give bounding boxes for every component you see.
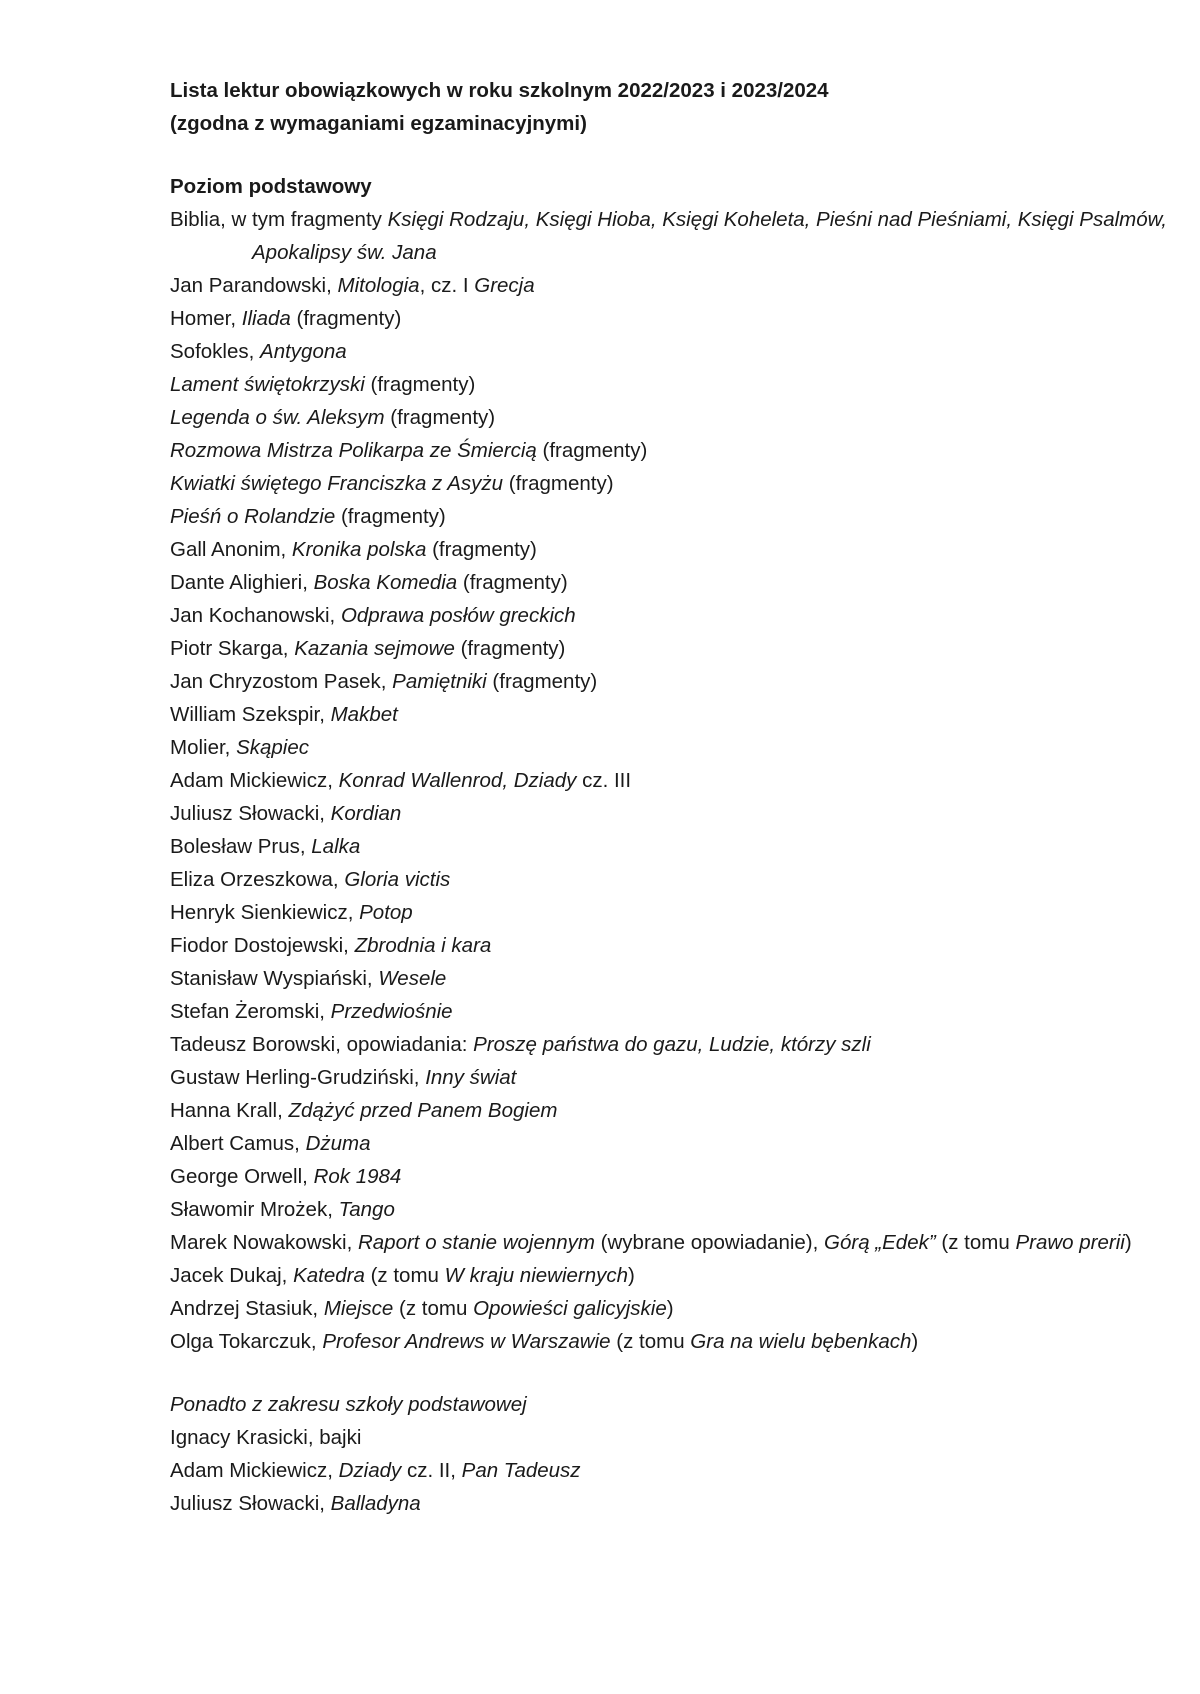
entry-text: Jan Parandowski, — [170, 274, 338, 297]
entry-title-text: Rok 1984 — [313, 1165, 402, 1188]
entry-text: Gustaw Herling-Grudziński, — [170, 1066, 426, 1089]
entry-text: Tadeusz Borowski, opowiadania: — [170, 1033, 474, 1056]
document-content — [170, 74, 1180, 1520]
list-item — [170, 665, 1180, 698]
entry-text: (z tomu — [610, 1330, 691, 1353]
entry-title-text: Iliada — [241, 307, 291, 330]
entry-text: Sławomir Mrożek, — [170, 1198, 339, 1221]
entry-title-text: Legenda o św. Aleksym — [170, 406, 385, 429]
entry-title-text: Dziady — [338, 1459, 402, 1482]
entry-text: Adam Mickiewicz, — [170, 1459, 339, 1482]
list-item — [170, 1127, 1180, 1160]
list-item — [170, 1454, 1180, 1487]
entry-title-text: Przedwiośnie — [330, 1000, 453, 1023]
list-item — [170, 269, 1180, 302]
entry-text: (z tomu — [393, 1297, 474, 1320]
document-title — [170, 74, 1180, 140]
entry-title-text: Rozmowa Mistrza Polikarpa ze Śmiercią — [170, 439, 537, 462]
entry-text: Stefan Żeromski, — [170, 1000, 331, 1023]
list-item — [170, 1028, 1180, 1061]
entry-text: Homer, — [170, 307, 242, 330]
entry-text: ) — [911, 1330, 919, 1353]
list-item — [170, 467, 1180, 500]
entry-text: (fragmenty) — [364, 373, 476, 396]
entry-title-text: Pieśń o Rolandzie — [170, 505, 336, 528]
list-item — [170, 566, 1180, 599]
entry-text: ) — [628, 1264, 635, 1287]
entry-text: Henryk Sienkiewicz, — [170, 901, 360, 924]
entry-title-text: Kwiatki świętego Franciszka z Asyżu — [170, 472, 504, 495]
list-item — [170, 302, 1180, 335]
entry-text: (fragmenty) — [290, 307, 402, 330]
entry-text: Adam Mickiewicz, — [170, 769, 339, 792]
entry-text: (fragmenty) — [454, 637, 566, 660]
entry-text: ) — [666, 1297, 674, 1320]
entry-title-text: Opowieści galicyjskie — [473, 1297, 667, 1320]
entry-title-text: Grecja — [474, 274, 535, 297]
entry-title-text: Gloria victis — [344, 868, 451, 891]
entry-text: Molier, — [170, 736, 237, 759]
entry-text: Marek Nowakowski, — [170, 1231, 358, 1254]
list-item — [170, 1193, 1180, 1226]
list-item — [170, 962, 1180, 995]
entry-text: (fragmenty) — [503, 472, 614, 495]
list-item — [170, 830, 1180, 863]
list-item — [170, 731, 1180, 764]
entry-title-text: Prawo prerii — [1015, 1231, 1125, 1254]
list-item — [170, 434, 1180, 467]
list-item — [170, 1094, 1180, 1127]
entry-title-text: Katedra — [293, 1264, 365, 1287]
entry-title-text: Konrad Wallenrod, Dziady — [338, 769, 577, 792]
list-item — [170, 1421, 1180, 1454]
entry-text: Eliza Orzeszkowa, — [170, 868, 345, 891]
list-item — [170, 1226, 1180, 1259]
entry-text: , cz. I — [419, 274, 475, 297]
entry-text: Hanna Krall, — [170, 1099, 289, 1122]
list-item — [170, 1061, 1180, 1094]
entry-text: Gall Anonim, — [170, 538, 292, 561]
entry-text: (wybrane opowiadanie), — [594, 1231, 825, 1254]
entry-text: Jan Kochanowski, — [170, 604, 341, 627]
entry-title-text: Miejsce — [323, 1297, 394, 1320]
entry-title-text: Kordian — [330, 802, 402, 825]
entry-title-text: Balladyna — [330, 1492, 421, 1515]
entry-text: Fiodor Dostojewski, — [170, 934, 355, 957]
entry-title-text: Wesele — [378, 967, 447, 990]
entry-title-text: Kronika polska — [291, 538, 427, 561]
entry-text: (fragmenty) — [486, 670, 598, 693]
entry-title-text: Proszę państwa do gazu, Ludzie, którzy szli — [473, 1033, 871, 1056]
list-item — [170, 203, 1180, 269]
list-item — [170, 1325, 1180, 1358]
entry-text: Bolesław Prus, — [170, 835, 312, 858]
entry-title-text: Potop — [359, 901, 413, 924]
entry-title-text: Lament świętokrzyski — [170, 373, 365, 396]
entry-title-text: Inny świat — [425, 1066, 517, 1089]
section-primary-school-heading: Ponadto z zakresu szkoły podstawowej — [170, 1393, 527, 1416]
entry-title-text: Zbrodnia i kara — [354, 934, 492, 957]
entry-text: (z tomu — [364, 1264, 445, 1287]
entry-title-text: Zdążyć przed Panem Bogiem — [288, 1099, 558, 1122]
entry-text: (fragmenty) — [384, 406, 496, 429]
entry-text: (fragmenty) — [426, 538, 537, 561]
entry-text: Stanisław Wyspiański, — [170, 967, 379, 990]
entry-text: Albert Camus, — [170, 1132, 306, 1155]
entry-text: (fragmenty) — [457, 571, 568, 594]
entry-text: Olga Tokarczuk, — [170, 1330, 323, 1353]
entry-text: Juliusz Słowacki, — [170, 1492, 331, 1515]
entry-text: Dante Alighieri, — [170, 571, 314, 594]
list-item — [170, 1292, 1180, 1325]
reading-list-primary-school — [170, 1421, 1180, 1520]
list-item — [170, 500, 1180, 533]
entry-text: Ignacy Krasicki, bajki — [170, 1426, 362, 1449]
entry-title-text: Tango — [338, 1198, 395, 1221]
entry-text: ) — [1124, 1231, 1132, 1254]
list-item — [170, 401, 1180, 434]
entry-title-text: Pan Tadeusz — [461, 1459, 581, 1482]
entry-title-text: Makbet — [330, 703, 398, 726]
list-item — [170, 797, 1180, 830]
list-item — [170, 995, 1180, 1028]
section-basic-heading: Poziom podstawowy — [170, 175, 372, 198]
entry-title-text: Górą „Edek” — [824, 1231, 936, 1254]
entry-text: Sofokles, — [170, 340, 261, 363]
list-item — [170, 863, 1180, 896]
list-item — [170, 368, 1180, 401]
entry-text: (z tomu — [935, 1231, 1016, 1254]
list-item — [170, 599, 1180, 632]
entry-title-text: Profesor Andrews w Warszawie — [322, 1330, 611, 1353]
entry-title-text: Pamiętniki — [392, 670, 487, 693]
list-item — [170, 1259, 1180, 1292]
entry-text: cz. III — [576, 769, 632, 792]
entry-title-text: Odprawa posłów greckich — [340, 604, 576, 627]
title-line-1: Lista lektur obowiązkowych w roku szkolnym 2022/2023 i 2023/2024 — [170, 79, 829, 102]
list-item — [170, 764, 1180, 797]
entry-title-text: Dżuma — [305, 1132, 371, 1155]
entry-text: George Orwell, — [170, 1165, 314, 1188]
list-item — [170, 896, 1180, 929]
list-item — [170, 929, 1180, 962]
entry-text: William Szekspir, — [170, 703, 331, 726]
entry-title-text: Antygona — [260, 340, 347, 363]
list-item — [170, 632, 1180, 665]
entry-text: (fragmenty) — [536, 439, 648, 462]
entry-title-text: W kraju niewiernych — [444, 1264, 629, 1287]
entry-title-text: Raport o stanie wojennym — [357, 1231, 595, 1254]
list-item — [170, 335, 1180, 368]
entry-title-text: Księgi Rodzaju, Księgi Hioba, Księgi Koheleta, Pieśni nad Pieśniami, Księgi Psalmów, Apokalipsy św. Jana — [252, 208, 1168, 264]
list-item — [170, 1160, 1180, 1193]
entry-title-text: Skąpiec — [236, 736, 310, 759]
entry-text: Juliusz Słowacki, — [170, 802, 331, 825]
entry-text: Andrzej Stasiuk, — [170, 1297, 324, 1320]
list-item — [170, 533, 1180, 566]
entry-text: Biblia, w tym fragmenty — [170, 208, 388, 231]
reading-list-basic — [170, 203, 1180, 1358]
entry-text: (fragmenty) — [335, 505, 446, 528]
entry-title-text: Mitologia — [337, 274, 420, 297]
entry-title-text: Lalka — [311, 835, 361, 858]
list-item — [170, 698, 1180, 731]
entry-text: Jacek Dukaj, — [170, 1264, 294, 1287]
entry-title-text: Gra na wielu bębenkach — [690, 1330, 912, 1353]
entry-title-text: Kazania sejmowe — [294, 637, 455, 660]
entry-text: cz. II, — [401, 1459, 462, 1482]
title-line-2: (zgodna z wymaganiami egzaminacyjnymi) — [170, 112, 587, 135]
list-item — [170, 1487, 1180, 1520]
entry-text: Jan Chryzostom Pasek, — [170, 670, 393, 693]
entry-title-text: Boska Komedia — [313, 571, 458, 594]
entry-text: Piotr Skarga, — [170, 637, 295, 660]
